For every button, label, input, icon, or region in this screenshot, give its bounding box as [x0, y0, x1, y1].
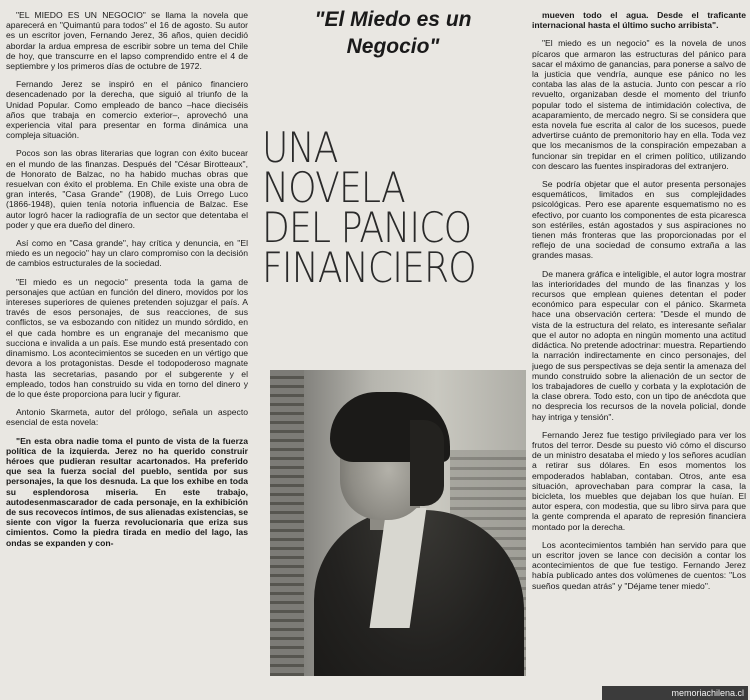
paragraph: Fernando Jerez se inspiró en el pánico financiero desencadenado por la derecha, que siguió al triunfo de la Unidad Popular. Como empleado de banco –hace dieciséis años que trabaja en comercio exterior–, aprovechó una experiencia vital para presentar en forma dinámica una compleja situación. — [6, 79, 248, 141]
big-title-line-3: DEL PANICO — [262, 203, 472, 252]
headline — [262, 6, 524, 60]
paragraph: "En esta obra nadie toma el punto de vista de la fuerza política de la izquierda. Jerez no ha querido construir héroes que pudieran resultar acartonados. Ha preferido que sea la fuerza social del pueblo, sentida por sus personajes, la que los desnuda. La que los exhibe en toda su esplendorosa miseria. En este trabajo, autodesenmascarador de cada personaje, en la exhibición de sus recovecos íntimos, de sus alienadas existencias, se siente con vigor la fuerza revolucionaria que eriza sus cimientos. Como la piedra tirada en medio del lago, las ondas se expanden y con- — [6, 435, 248, 548]
big-title — [262, 123, 524, 292]
paragraph: Los acontecimientos también han servido para que un escritor joven se lance con decisión a contar los acontecimientos de que fue testigo. Fernando Jerez había publicado antes dos volúmenes de cuentos: "Los sueños quedan atrás" y "Déjame tener miedo". — [532, 539, 746, 591]
paragraph: Se podría objetar que el autor presenta personajes esquemáticos, limitados en sus complejidades psicológicas. Pero ese aparente esquematismo no es efectivo, por cuanto los componentes de esta picaresca son estériles, están agostados y sus aspiraciones no tienen más fronteras que las proporcionadas por el reflejo de una sociedad de consumo extraña a las grandes masas. — [532, 179, 746, 261]
paragraph: "El miedo es un negocio" presenta toda la gama de personajes que actúan en función del dinero, movidos por los intereses superiores de quienes pretenden sojuzgar el país. A través de esos personajes, de sus reacciones, de sus conflictos, se va esbozando con nitidez un mundo sórdido, en el que cada hombre es un engranaje del mecanismo que succiona e invalida a un país. Ese mundo está presentado con dinamismo. Los acontecimientos se suceden en un vértigo que devora a los protagonistas. Desde el todopoderoso magnate hasta las secretarias, pasando por el subgerente y el empleado, todos han construido su vida en torno del dinero y de lo que éste proporciona para lucir y figurar. — [6, 276, 248, 399]
photo-building-left — [270, 370, 304, 676]
big-title-line-2: NOVELA — [262, 163, 405, 212]
paragraph: Fernando Jerez fue testigo privilegiado para ver los frutos del terror. Desde su puesto vió cómo el discurso de un ministro desataba el miedo y los señores acudían a retirar sus dólares. En esos momentos los empoderados hablaban, contaban. Otros, ante esa situación, aprovechaban para comprar la casa, la bicicleta, los muebles que dejaban los que huían. El autor espera, con modestia, que su libro sirva para que la gente comprenda el aparato de represión financiera montado por la derecha. — [532, 429, 746, 532]
paragraph: mueven todo el agua. Desde el traficante internacional hasta el último sucho arribista". — [532, 10, 746, 31]
paragraph: "El miedo es un negocio" es la novela de unos pícaros que armaron las estructuras del pánico para sacar el máximo de ganancias, para ponerse a salvo de la justicia que vendría, aunque ese pánico no les contaba las alas de la astucia. Junto con pescar a río revuelto, organizaban desde el momento del triunfo popular todo el sistema de intimidación colectiva, de acaparamiento, de mercado negro. Si se considera que esta novela fue escrita al calor de los sucesos, puede advertirse cuánto de premonitorio hay en ella. Toda vez que los mecanismos de la conspiración empezaban a funcionar sin trepidar en el crimen político, utilizando con descaro las fuentes inspiradoras del extranjero. — [532, 38, 746, 171]
big-title-line-4: FINANCIERO — [262, 243, 476, 292]
source-watermark[interactable]: memoriachilena.cl — [602, 686, 748, 700]
paragraph: Pocos son las obras literarias que logran con éxito bucear en el mundo de las finanzas. Después del "César Birotteaux", de Honorato de Balzac, no ha habido muchas obras que resuelvan con éxito el problema. En Chile existe una obra de gran interés, "Casa Grande" (1908), de Luis Orrego Luco (1866-1948), quien tenía notoria influencia de Balzac. Ese autor logró hacer la radiografía de un sector que detentaba el poder y que era dueño del dinero. — [6, 148, 248, 230]
paragraph: "EL MIEDO ES UN NEGOCIO" se llama la novela que aparecerá en "Quimantú para todos" el 16 de agosto. Su autor es un escritor joven, Fernando Jerez, 36 años, quien decidió abordar la ardua empresa de escribir sobre un tema del Chile de hoy, que transcurre en el lapso comprendido entre el 4 de septiembre y los primeros días de octubre de 1972. — [6, 10, 248, 72]
photo-hair-side — [410, 420, 444, 506]
big-title-line-1: UNA — [262, 123, 338, 172]
right-text-column — [532, 10, 746, 696]
left-text-column — [6, 10, 248, 700]
headline-line-1: "El Miedo es un — [314, 8, 472, 31]
headline-line-2: Negocio" — [346, 35, 440, 58]
paragraph: De manera gráfica e inteligible, el autor logra mostrar las interioridades del mundo de las finanzas y los recursos que emplean quienes detentan el poder económico para especular con el pánico. Skarmeta hace una observación certera: "Desde el mundo de vista de la estructura del relato, es interesante señalar que el autor no adopta en ningún momento una actitud didáctica. No pretende adoctrinar: muestra. Repartiendo la narración indirectamente en cinco personajes, del juego de sus perspectivas se deja sentir la amenaza del mundo construido sobre la alienación de un sector de los trabajadores de cuello y corbata y la explotación de la clase obrera. Todo esto, con un tipo de anécdota que no desprecia los recursos de la novela policial, donde hay intriga y tensión". — [532, 268, 746, 422]
paragraph: Antonio Skarmeta, autor del prólogo, señala un aspecto esencial de esta novela: — [6, 407, 248, 428]
paragraph: Así como en "Casa grande", hay crítica y denuncia, en "El miedo es un negocio" hay un claro compromiso con la decisión de cambios estructurales de la sociedad. — [6, 238, 248, 269]
author-portrait-photo — [270, 370, 526, 676]
